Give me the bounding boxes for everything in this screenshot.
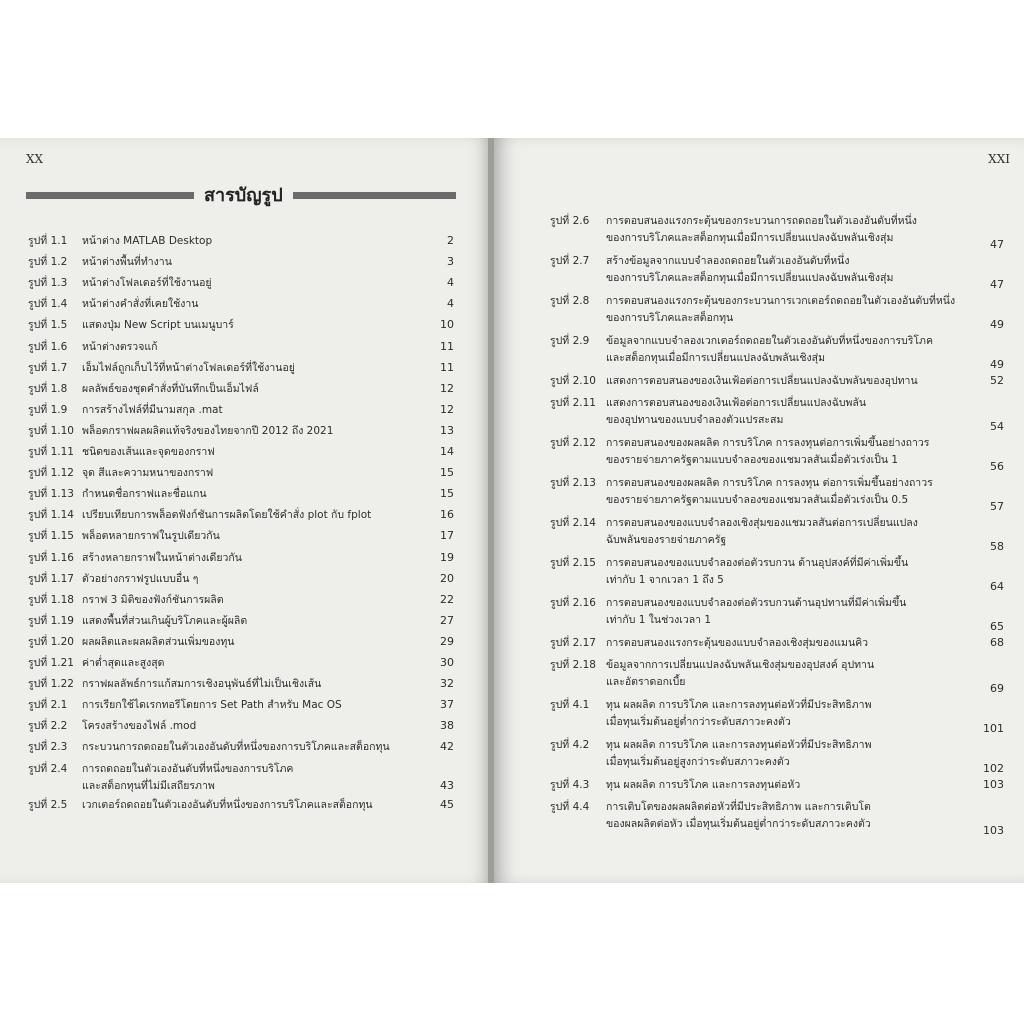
figure-caption: สร้างหลายกราฟในหน้าต่างเดียวกัน	[82, 551, 242, 564]
figure-page-number: 38	[440, 719, 454, 733]
figure-label: รูปที่ 4.3	[550, 779, 590, 791]
figure-label: รูปที่ 2.15	[550, 557, 596, 569]
left-page	[0, 138, 490, 883]
figure-caption: หน้าต่างโฟลเดอร์ที่ใช้งานอยู่	[82, 277, 212, 290]
figure-label: รูปที่ 2.1	[28, 699, 68, 712]
figure-page-number: 17	[440, 529, 454, 543]
figure-page-number: 65	[990, 620, 1004, 633]
figure-page-number: 103	[983, 778, 1004, 791]
figure-caption: การตอบสนองของแบบจำลองเชิงสุ่มของแชมวลสันต่อการเปลี่ยนแปลง	[606, 517, 918, 529]
figure-page-number: 49	[990, 318, 1004, 331]
figure-label: รูปที่ 2.18	[550, 659, 596, 671]
figure-caption: พล็อตกราฟผลผลิตแท้จริงของไทยจากปี 2012 ถึง 2021	[82, 424, 334, 437]
figure-caption-continued: ของอุปทานของแบบจำลองตัวแปรสะสม	[606, 414, 784, 426]
figure-label: รูปที่ 2.11	[550, 397, 596, 409]
figure-page-number: 52	[990, 374, 1004, 387]
figure-caption: แสดงปุ่ม New Script บนเมนูบาร์	[82, 319, 234, 332]
figure-page-number: 12	[440, 381, 454, 395]
figure-caption-continued: ของผลผลิตต่อหัว เมื่อทุนเริ่มต้นอยู่ต่ำกว่าระดับสภาวะคงตัว	[606, 818, 871, 830]
figure-page-number: 57	[990, 500, 1004, 513]
list-of-figures-heading	[26, 184, 456, 206]
figure-label: รูปที่ 1.20	[28, 635, 74, 648]
figure-page-number: 47	[990, 238, 1004, 251]
figure-page-number: 49	[990, 358, 1004, 371]
figure-label: รูปที่ 2.17	[550, 637, 596, 649]
figure-label: รูปที่ 2.8	[550, 295, 590, 307]
figure-caption: จุด สีและความหนาของกราฟ	[82, 467, 214, 480]
figure-caption: ค่าต่ำสุดและสูงสุด	[82, 657, 165, 669]
figure-label: รูปที่ 2.10	[550, 375, 596, 387]
figure-page-number: 4	[447, 297, 454, 311]
figure-page-number: 68	[990, 636, 1004, 649]
figure-caption-continued: และอัตราดอกเบี้ย	[606, 676, 686, 688]
figure-label: รูปที่ 1.10	[28, 424, 74, 437]
figure-page-number: 58	[990, 540, 1004, 553]
figure-page-number: 11	[440, 339, 454, 353]
book-spread	[0, 138, 1024, 883]
figure-label: รูปที่ 4.1	[550, 699, 590, 711]
figure-caption: การตอบสนองแรงกระตุ้นของกระบวนการเวกเตอร์ถดถอยในตัวเองอันดับที่หนึ่ง	[606, 295, 956, 307]
figure-caption: ชนิดของเส้นและจุดของกราฟ	[82, 446, 215, 458]
figure-caption-continued: ของรายจ่ายภาครัฐตามแบบจำลองของแชมวลสันเมื่อตัวเร่งเป็น 0.5	[606, 494, 909, 506]
figure-caption: การตอบสนองของแบบจำลองต่อตัวรบกวนด้านอุปทานที่มีค่าเพิ่มขึ้น	[606, 597, 907, 609]
figure-label: รูปที่ 1.17	[28, 572, 74, 585]
figure-caption: การสร้างไฟล์ที่มีนามสกุล .mat	[82, 403, 223, 416]
figure-caption: การตอบสนองของแบบจำลองต่อตัวรบกวน ด้านอุปสงค์ที่มีค่าเพิ่มขึ้น	[606, 557, 909, 569]
figure-caption: ข้อมูลจากแบบจำลองเวกเตอร์ถดถอยในตัวเองอันดับที่หนึ่งของการบริโภค	[606, 335, 933, 347]
figure-page-number: 54	[990, 420, 1004, 433]
figure-caption: การเรียกใช้ไดเรกทอรีโดยการ Set Path สำหรับ Mac OS	[82, 699, 342, 712]
figure-caption: หน้าต่าง MATLAB Desktop	[82, 235, 213, 247]
figure-label: รูปที่ 2.5	[28, 798, 68, 811]
figure-caption: ข้อมูลจากการเปลี่ยนแปลงฉับพลันเชิงสุ่มของอุปสงค์ อุปทาน	[606, 659, 875, 671]
figure-page-number: 101	[983, 722, 1004, 735]
figure-page-number: 42	[440, 740, 454, 754]
figure-caption: การตอบสนองของผลผลิต การบริโภค การลงทุนต่อการเพิ่มขึ้นอย่างถาวร	[606, 437, 930, 449]
figure-caption: ทุน ผลผลิต การบริโภค และการลงทุนต่อหัว	[606, 779, 801, 791]
figure-label: รูปที่ 2.14	[550, 517, 596, 529]
figure-label: รูปที่ 1.21	[28, 657, 74, 669]
figure-page-number: 13	[440, 423, 454, 437]
figure-caption: ผลลัพธ์ของชุดคำสั่งที่บันทึกเป็นเอ็มไฟล์	[82, 382, 259, 395]
figure-page-number: 47	[990, 278, 1004, 291]
figure-label: รูปที่ 1.18	[28, 593, 74, 606]
figure-page-number: 37	[440, 698, 454, 712]
figure-label: รูปที่ 2.12	[550, 437, 596, 449]
figure-label: รูปที่ 1.2	[28, 256, 68, 269]
figure-label: รูปที่ 1.9	[28, 403, 68, 416]
figure-caption: พล็อตหลายกราฟในรูปเดียวกัน	[82, 530, 220, 543]
figure-caption: แสดงการตอบสนองของเงินเฟ้อต่อการเปลี่ยนแปลงฉับพลันของอุปทาน	[606, 375, 918, 387]
figure-caption: แสดงพื้นที่ส่วนเกินผู้บริโภคและผู้ผลิต	[82, 614, 248, 627]
figure-caption: การถดถอยในตัวเองอันดับที่หนึ่งของการบริโภค	[82, 762, 294, 775]
figure-page-number: 69	[990, 682, 1004, 695]
figure-caption-continued: เมื่อทุนเริ่มต้นอยู่ต่ำกว่าระดับสภาวะคงตัว	[606, 716, 791, 728]
figure-page-number: 102	[983, 762, 1004, 775]
figure-page-number: 103	[983, 824, 1004, 837]
figure-label: รูปที่ 1.15	[28, 530, 74, 543]
figure-caption: การตอบสนองของผลผลิต การบริโภค การลงทุน ต่อการเพิ่มขึ้นอย่างถาวร	[606, 477, 933, 489]
figure-page-number: 27	[440, 613, 454, 627]
figure-caption: ทุน ผลผลิต การบริโภค และการลงทุนต่อหัวที่มีประสิทธิภาพ	[606, 699, 872, 711]
figure-page-number: 15	[440, 466, 454, 480]
figure-caption: การตอบสนองแรงกระตุ้นของแบบจำลองเชิงสุ่มของแมนคิว	[606, 637, 869, 649]
figure-page-number: 22	[440, 592, 454, 606]
figure-page-number: 56	[990, 460, 1004, 473]
figure-caption-continued: เมื่อทุนเริ่มต้นอยู่สูงกว่าระดับสภาวะคงตัว	[606, 756, 790, 768]
figure-label: รูปที่ 1.8	[28, 382, 68, 395]
figure-caption: การตอบสนองแรงกระตุ้นของกระบวนการถดถอยในตัวเองอันดับที่หนึ่ง	[606, 215, 917, 227]
figure-page-number: 14	[440, 445, 454, 458]
figure-label: รูปที่ 4.2	[550, 739, 590, 751]
figure-label: รูปที่ 2.4	[28, 762, 68, 775]
figure-label: รูปที่ 1.6	[28, 340, 68, 353]
figure-caption-continued: ของรายจ่ายภาครัฐตามแบบจำลองของแชมวลสันเมื่อตัวเร่งเป็น 1	[606, 454, 899, 466]
page-title: สารบัญรูป	[194, 180, 293, 209]
figure-label: รูปที่ 2.13	[550, 477, 596, 489]
figure-page-number: 64	[990, 580, 1004, 593]
figure-label: รูปที่ 2.2	[28, 720, 68, 733]
figure-page-number: 30	[440, 656, 454, 669]
right-page	[494, 138, 1024, 883]
figure-page-number: 4	[447, 276, 454, 290]
figure-page-number: 15	[440, 487, 454, 501]
figure-caption: กราฟ 3 มิติของฟังก์ชันการผลิต	[82, 593, 224, 606]
right-page-number: XXI	[988, 152, 1010, 166]
figure-label: รูปที่ 1.19	[28, 614, 74, 627]
figure-caption-continued: ฉับพลันของรายจ่ายภาครัฐ	[606, 534, 727, 546]
figure-caption: สร้างข้อมูลจากแบบจำลองถดถอยในตัวเองอันดับที่หนึ่ง	[606, 255, 850, 267]
figure-caption: เอ็มไฟล์ถูกเก็บไว้ที่หน้าต่างโฟลเดอร์ที่ใช้งานอยู่	[82, 361, 295, 374]
figure-label: รูปที่ 1.16	[28, 551, 74, 564]
figure-label: รูปที่ 1.12	[28, 467, 74, 480]
figure-caption: ทุน ผลผลิต การบริโภค และการลงทุนต่อหัวที่มีประสิทธิภาพ	[606, 739, 872, 751]
figure-caption: เปรียบเทียบการพล็อตฟังก์ชันการผลิตโดยใช้คำสั่ง plot กับ fplot	[82, 509, 372, 522]
figure-caption-continued: ของการบริโภคและสต็อกทุนเมื่อมีการเปลี่ยนแปลงฉับพลันเชิงสุ่ม	[606, 232, 894, 244]
figure-label: รูปที่ 1.3	[28, 277, 68, 290]
figure-label: รูปที่ 2.9	[550, 335, 590, 347]
figure-label: รูปที่ 1.4	[28, 298, 68, 311]
figure-caption-continued: และสต็อกทุนที่ไม่มีเสถียรภาพ	[82, 779, 215, 792]
figure-label: รูปที่ 4.4	[550, 801, 590, 813]
figure-caption: กราฟผลลัพธ์การแก้สมการเชิงอนุพันธ์ที่ไม่เป็นเชิงเส้น	[82, 678, 322, 691]
figure-page-number: 3	[447, 255, 454, 269]
figure-label: รูปที่ 1.1	[28, 235, 68, 247]
figure-page-number: 19	[440, 550, 454, 564]
figure-caption-continued: ของการบริโภคและสต็อกทุน	[606, 312, 734, 324]
figure-label: รูปที่ 2.3	[28, 741, 68, 754]
figure-caption: หน้าต่างตรวจแก้	[82, 340, 158, 353]
figure-label: รูปที่ 1.22	[28, 678, 74, 691]
figure-page-number: 32	[440, 677, 454, 691]
figure-caption: แสดงการตอบสนองของเงินเฟ้อต่อการเปลี่ยนแปลงฉับพลัน	[606, 397, 867, 409]
figure-label: รูปที่ 2.6	[550, 215, 590, 227]
figure-page-number: 43	[440, 778, 454, 792]
figure-label: รูปที่ 1.13	[28, 488, 74, 501]
figure-caption-continued: และสต็อกทุนเมื่อมีการเปลี่ยนแปลงฉับพลันเชิงสุ่ม	[606, 352, 825, 364]
figure-label: รูปที่ 2.7	[550, 255, 590, 267]
figure-caption-continued: ของการบริโภคและสต็อกทุนเมื่อมีการเปลี่ยนแปลงฉับพลันเชิงสุ่ม	[606, 272, 894, 284]
figure-caption: โครงสร้างของไฟล์ .mod	[82, 720, 197, 733]
figure-caption-continued: เท่ากับ 1 ในช่วงเวลา 1	[606, 614, 712, 626]
left-page-number: XX	[26, 152, 44, 166]
figure-label: รูปที่ 1.7	[28, 361, 68, 374]
figure-page-number: 2	[447, 234, 454, 247]
figure-caption: ผลผลิตและผลผลิตส่วนเพิ่มของทุน	[82, 635, 235, 648]
figure-page-number: 10	[440, 318, 454, 332]
figure-label: รูปที่ 2.16	[550, 597, 596, 609]
figure-caption: หน้าต่างคำสั่งที่เคยใช้งาน	[82, 298, 199, 311]
figure-caption: ตัวอย่างกราฟรูปแบบอื่น ๆ	[82, 572, 199, 585]
figure-label: รูปที่ 1.11	[28, 446, 74, 458]
figure-page-number: 11	[440, 360, 454, 374]
figure-page-number: 29	[440, 634, 454, 648]
figure-caption: กำหนดชื่อกราฟและชื่อแกน	[82, 488, 207, 501]
figure-caption: หน้าต่างพื้นที่ทำงาน	[82, 256, 172, 269]
figure-page-number: 12	[440, 402, 454, 416]
figure-caption: การเติบโตของผลผลิตต่อหัวที่มีประสิทธิภาพ และการเติบโต	[606, 801, 871, 813]
figure-caption: เวกเตอร์ถดถอยในตัวเองอันดับที่หนึ่งของการบริโภคและสต็อกทุน	[82, 798, 373, 811]
figure-page-number: 45	[440, 797, 454, 811]
figure-page-number: 16	[440, 508, 454, 522]
figure-caption-continued: เท่ากับ 1 จากเวลา 1 ถึง 5	[606, 574, 724, 586]
figure-page-number: 20	[440, 571, 454, 585]
figure-label: รูปที่ 1.14	[28, 509, 74, 522]
figure-caption: กระบวนการถดถอยในตัวเองอันดับที่หนึ่งของการบริโภคและสต็อกทุน	[82, 741, 390, 754]
figure-label: รูปที่ 1.5	[28, 319, 68, 332]
